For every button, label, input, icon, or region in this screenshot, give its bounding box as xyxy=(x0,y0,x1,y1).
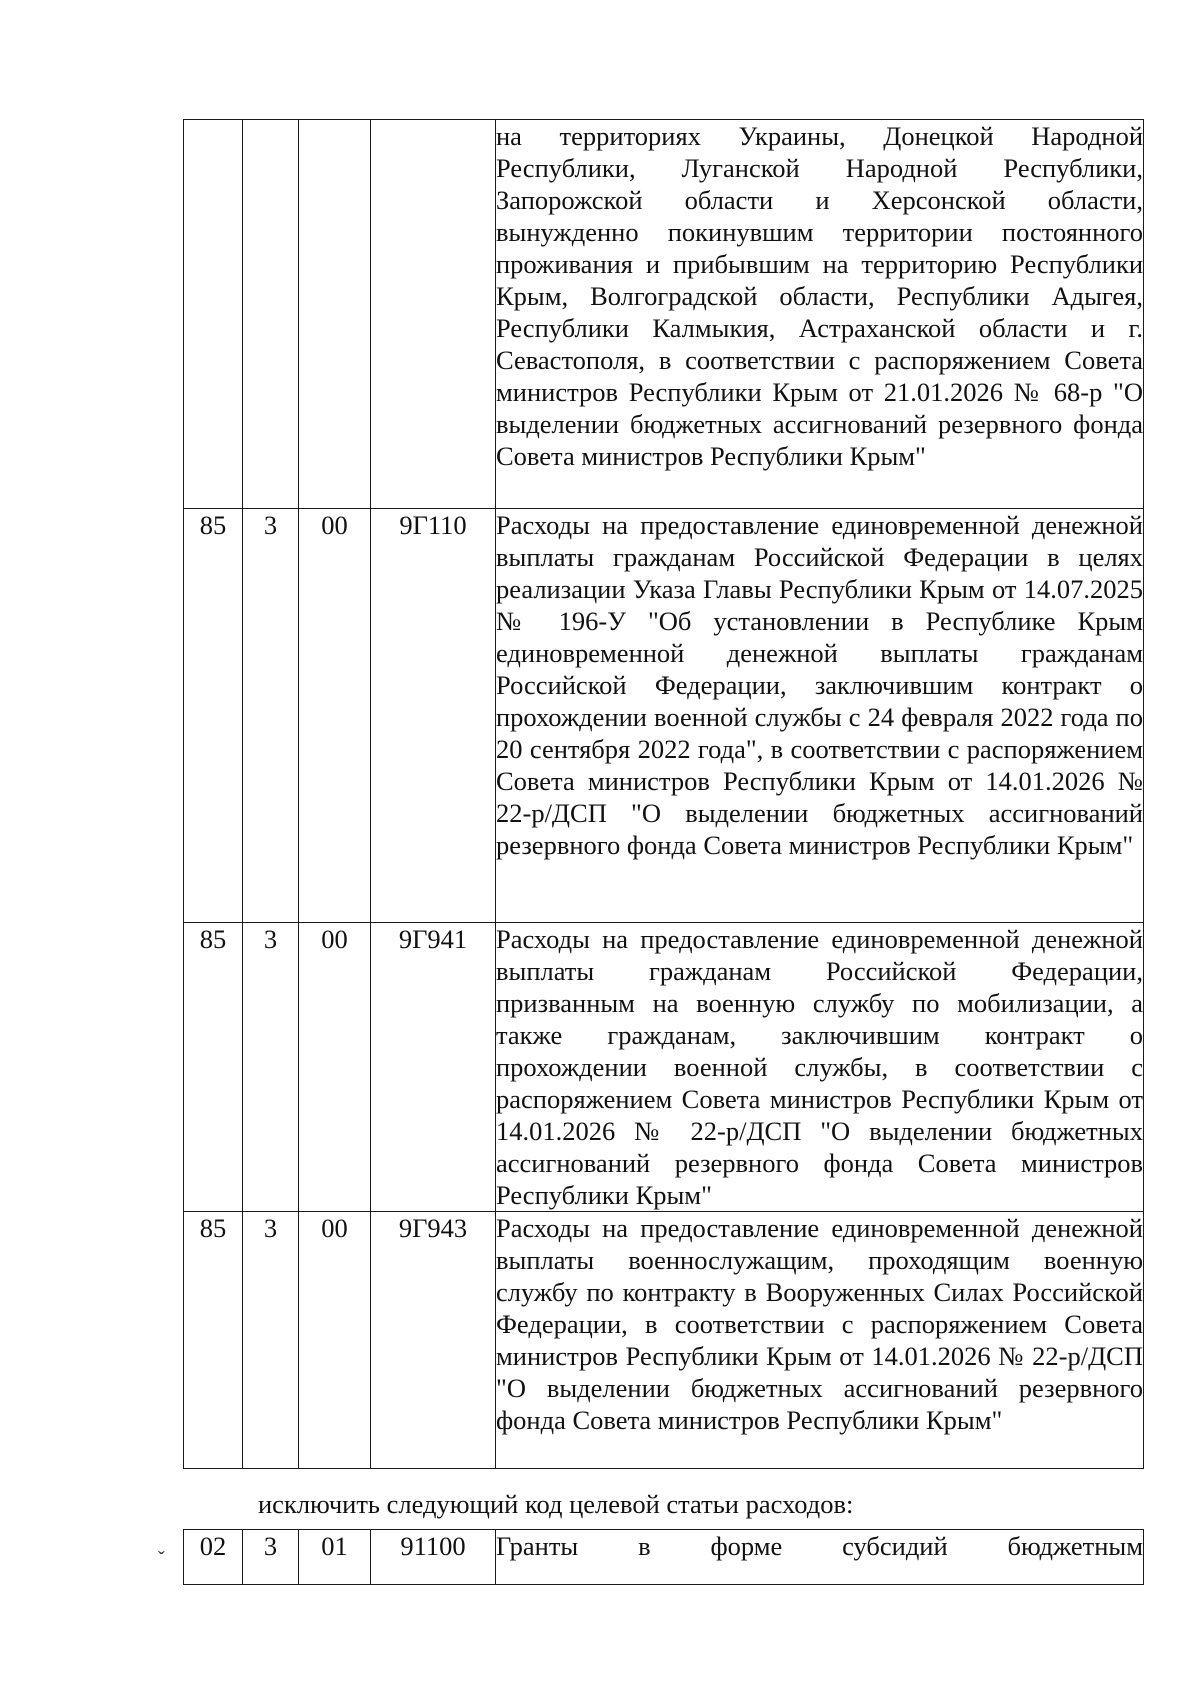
code-cell: 85 xyxy=(184,1212,243,1469)
code-cell xyxy=(184,120,243,509)
code-cell: 00 xyxy=(299,923,371,1212)
description-cell: Расходы на предоставление единовременной денежной выплаты гражданам Российской Федерации, призванным на военную службу по мобилизации, а также гражданам, заключившим контракт о прохождении военной службы, в соответствии с распоряжением Совета министров Республики Крым от 14.01.2026 № 22-р/ДСП "О выделении бюджетных ассигнований резервного фонда Совета министров Республики Крым" xyxy=(496,924,1143,1210)
code-cell: 01 xyxy=(299,1530,371,1585)
exclude-instruction: исключить следующий код целевой статьи расходов: xyxy=(258,1489,854,1519)
code-cell: 9Г110 xyxy=(371,509,496,923)
code-cell xyxy=(371,120,496,509)
table-row xyxy=(184,509,1144,923)
code-cell: 9Г943 xyxy=(371,1212,496,1469)
code-cell: 85 xyxy=(184,509,243,923)
description-cell: на территориях Украины, Донецкой Народной Республики, Луганской Народной Республики, Запорожской области и Херсонской области, вынужденно покинувшим территории постоянного проживания и прибывшим на территорию Республики Крым, Волгоградской области, Республики Адыгея, Республики Калмыкия, Астраханской области и г. Севастополя, в соответствии с распоряжением Совета министров Республики Крым от 21.01.2026 № 68-р "О выделении бюджетных ассигнований резервного фонда Совета министров Республики Крым" xyxy=(496,120,1144,509)
code-cell xyxy=(243,120,299,509)
code-cell: 00 xyxy=(299,509,371,923)
code-cell: 3 xyxy=(243,923,299,1212)
table-row xyxy=(184,120,1144,509)
code-cell: 3 xyxy=(243,1212,299,1469)
code-cell xyxy=(299,120,371,509)
excluded-code-table xyxy=(183,1529,1144,1585)
description-cell: Гранты в форме субсидий бюджетным xyxy=(496,1530,1144,1585)
code-cell: 9Г941 xyxy=(371,923,496,1212)
code-cell: 02 xyxy=(184,1530,243,1585)
checkmark-icon: ˇ xyxy=(158,1548,165,1570)
description-cell: Расходы на предоставление единовременной денежной выплаты военнослужащим, проходящим военную службу по контракту в Вооруженных Силах Российской Федерации, в соответствии с распоряжением Совета министров Республики Крым от 14.01.2026 № 22-р/ДСП "О выделении бюджетных ассигнований резервного фонда Совета министров Республики Крым" xyxy=(496,1212,1144,1469)
code-cell: 3 xyxy=(243,509,299,923)
table-row xyxy=(184,1530,1144,1585)
table-row xyxy=(184,1212,1144,1469)
code-cell: 85 xyxy=(184,923,243,1212)
target-codes-table xyxy=(183,119,1144,1469)
description-cell: Расходы на предоставление единовременной денежной выплаты гражданам Российской Федерации в целях реализации Указа Главы Республики Крым от 14.07.2025 № 196-У "Об установлении в Республике Крым единовременной денежной выплаты гражданам Российской Федерации, заключившим контракт о прохождении военной службы с 24 февраля 2022 года по 20 сентября 2022 года", в соответствии с распоряжением Совета министров Республики Крым от 14.01.2026 № 22-р/ДСП "О выделении бюджетных ассигнований резервного фонда Совета министров Республики Крым" xyxy=(496,509,1144,923)
code-cell: 00 xyxy=(299,1212,371,1469)
table-row xyxy=(184,923,1144,1212)
code-cell: 91100 xyxy=(371,1530,496,1585)
code-cell: 3 xyxy=(243,1530,299,1585)
